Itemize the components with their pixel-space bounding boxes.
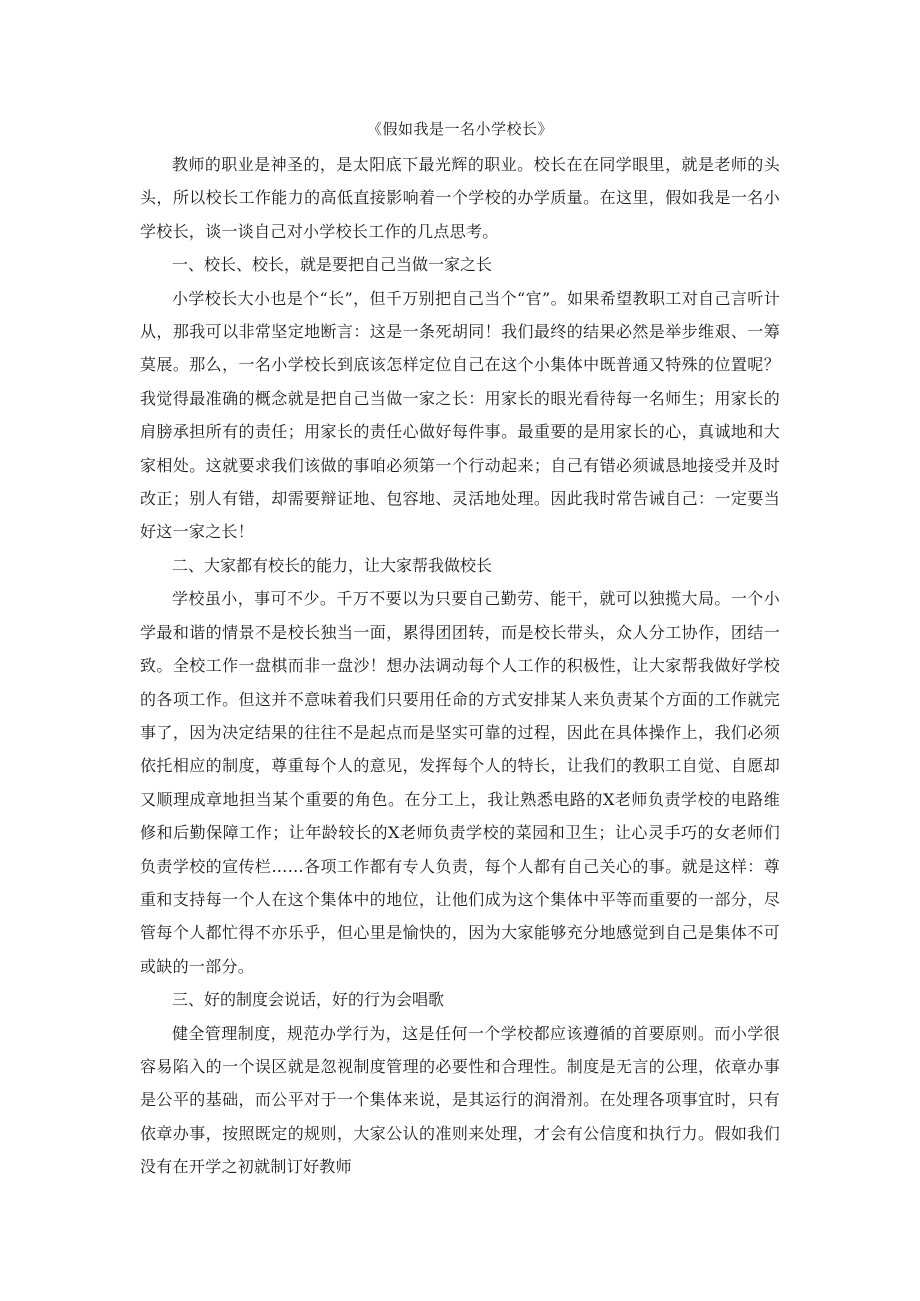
- document-title: 《假如我是一名小学校长》: [366, 120, 553, 138]
- section-body-3: 健全管理制度，规范办学行为，这是任何一个学校都应该遵循的首要原则。而小学很容易陷入的一个误区就是忽视制度管理的必要性和合理性。制度是无言的公理，依章办事是公平的基础，而公平对于一个集体来说，是其运行的润滑剂。在处理各项事宜时，只有依章办事，按照既定的规则，大家公认的准则来处理，才会有公信度和执行力。假如我们没有在开学之初就制订好教师: [140, 1023, 780, 1177]
- intro-paragraph: 教师的职业是神圣的，是太阳底下最光辉的职业。校长在在同学眼里，就是老师的头头，所以校长工作能力的高低直接影响着一个学校的办学质量。在这里，假如我是一名小学校长，谈一谈自己对小学校长工作的几点思考。: [140, 155, 780, 241]
- section-body-2: 学校虽小，事可不少。千万不要以为只要自己勤劳、能干，就可以独揽大局。一个小学最和谐的情景不是校长独当一面，累得团团转，而是校长带头，众人分工协作，团结一致。全校工作一盘棋而非一盘沙！想办法调动每个人工作的积极性，让大家帮我做好学校的各项工作。但这并不意味着我们只要用任命的方式安排某人来负责某个方面的工作就完事了，因为决定结果的往往不是起点而是坚实可靠的过程，因此在具体操作上，我们必须依托相应的制度，尊重每个人的意见，发挥每个人的特长，让我们的教职工自觉、自愿却又顺理成章地担当某个重要的角色。在分工上，我让熟悉电路的X老师负责学校的电路维修和后勤保障工作；让年龄较长的X老师负责学校的菜园和卫生；让心灵手巧的女老师们负责学校的宣传栏……各项工作都有专人负责，每个人都有自己关心的事。就是这样：尊重和支持每一个人在这个集体中的地位，让他们成为这个集体中平等而重要的一部分，尽管每个人都忙得不亦乐乎，但心里是愉快的，因为大家能够充分地感觉到自己是集体不可或缺的一部分。: [140, 589, 780, 976]
- section-body-1: 小学校长大小也是个“长”，但千万别把自己当个“官”。如果希望教职工对自己言听计从，那我可以非常坚定地断言：这是一条死胡同！我们最终的结果必然是举步维艰、一筹莫展。那么，一名小学校长到底该怎样定位自己在这个小集体中既普通又特殊的位置呢？我觉得最准确的概念就是把自己当做一家之长：用家长的眼光看待每一名师生；用家长的肩膀承担所有的责任；用家长的责任心做好每件事。最重要的是用家长的心，真诚地和大家相处。这就要求我们该做的事咱必须第一个行动起来；自己有错必须诚恳地接受并及时改正；别人有错，却需要辩证地、包容地、灵活地处理。因此我时常告诫自己：一定要当好这一家之长！: [140, 288, 780, 542]
- document-page: [140, 118, 780, 1184]
- section-heading-1: 一、校长、校长，就是要把自己当做一家之长: [172, 255, 493, 275]
- section-heading-2: 二、大家都有校长的能力，让大家帮我做校长: [172, 555, 493, 575]
- section-heading-3: 三、好的制度会说话，好的行为会唱歌: [172, 990, 445, 1010]
